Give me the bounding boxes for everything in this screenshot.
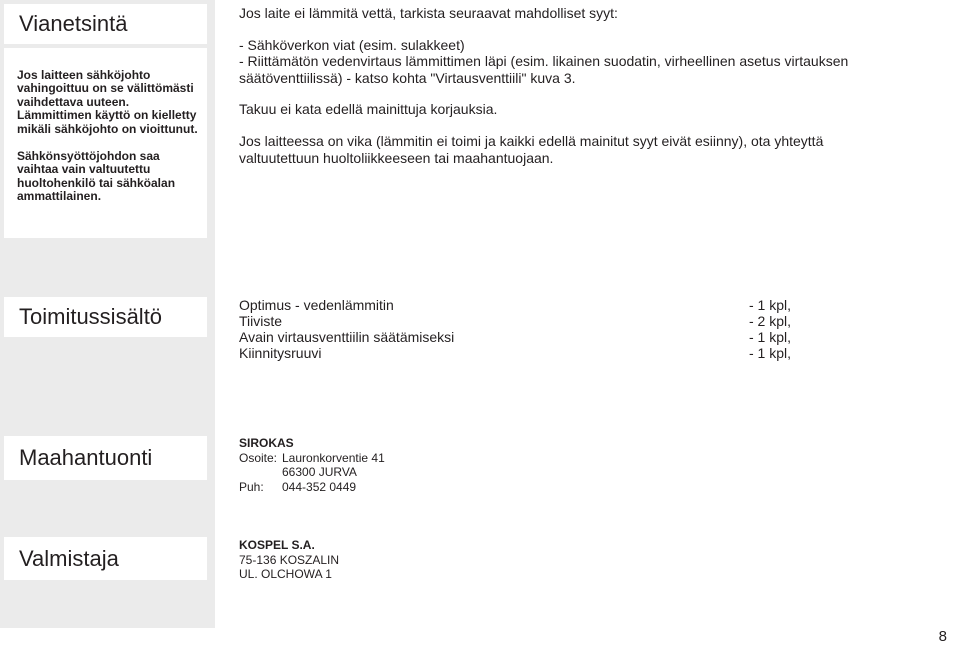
item-quantity: - 1 kpl, [749,345,792,361]
warranty-note: Takuu ei kata edellä mainittuja korjauksia. [239,101,498,117]
manufacturer-contact [239,538,339,582]
delivery-contents-list [239,297,799,361]
list-item [239,313,799,329]
warning-paragraph-2: Sähkönsyöttöjohdon saa vaihtaa vain valtuutettu huoltohenkilö tai sähköalan ammattilainen. [17,149,176,204]
manufacturer-postal: 75-136 KOSZALIN [239,552,340,567]
power-cord-warning [4,48,207,238]
warning-paragraph-1: Jos laitteen sähköjohto vahingoittuu on se välittömästi vaihdettava uuteen. Lämmittimen käyttö on kielletty mikäli sähköjohto on vioittunut. [17,68,198,136]
cause-2: - Riittämätön vedenvirtaus lämmittimen läpi (esim. likainen suodatin, virheellinen asetus virtauksen säätöventtiilissä) - katso kohta "Virtausventtiili" kuva 3. [239,53,849,86]
item-name: Avain virtausventtiilin säätämiseksi [239,329,455,345]
section-heading-manufacturer: Valmistaja [4,537,207,580]
importer-city-row [239,465,385,480]
cause-1: - Sähköverkon viat (esim. sulakkeet) [239,37,465,53]
importer-phone: 044-352 0449 [282,479,357,494]
manufacturer-company: KOSPEL S.A. [239,538,315,552]
importer-contact [239,436,385,494]
item-name: Optimus - vedenlämmitin [239,297,394,313]
importer-address-row [239,451,385,466]
address-label: Osoite: [239,450,278,465]
item-quantity: - 1 kpl, [749,329,792,345]
importer-street: Lauronkorventie 41 [282,450,385,465]
item-quantity: - 1 kpl, [749,297,792,313]
section-heading-delivery: Toimitussisältö [4,297,207,337]
importer-company: SIROKAS [239,436,294,450]
item-name: Tiiviste [239,313,283,329]
importer-city: 66300 JURVA [282,465,357,479]
phone-label: Puh: [239,479,264,494]
page-number: 8 [938,628,947,645]
sidebar [0,0,215,628]
list-item [239,297,799,313]
troubleshooting-intro: Jos laite ei lämmitä vettä, tarkista seuraavat mahdolliset syyt: [239,5,618,21]
item-quantity: - 2 kpl, [749,313,792,329]
contact-note: Jos laitteessa on vika (lämmitin ei toimi ja kaikki edellä mainitut syyt eivät esiinny), ota yhteyttä valtuutettuun huoltoliikkeeseen tai maahantuojaan. [239,133,824,166]
item-name: Kiinnitysruuvi [239,345,322,361]
section-heading-troubleshooting: Vianetsintä [4,4,207,44]
list-item [239,345,799,361]
list-item [239,329,799,345]
manufacturer-street: UL. OLCHOWA 1 [239,567,332,581]
section-heading-importer: Maahantuonti [4,436,207,480]
importer-phone-row [239,480,385,495]
